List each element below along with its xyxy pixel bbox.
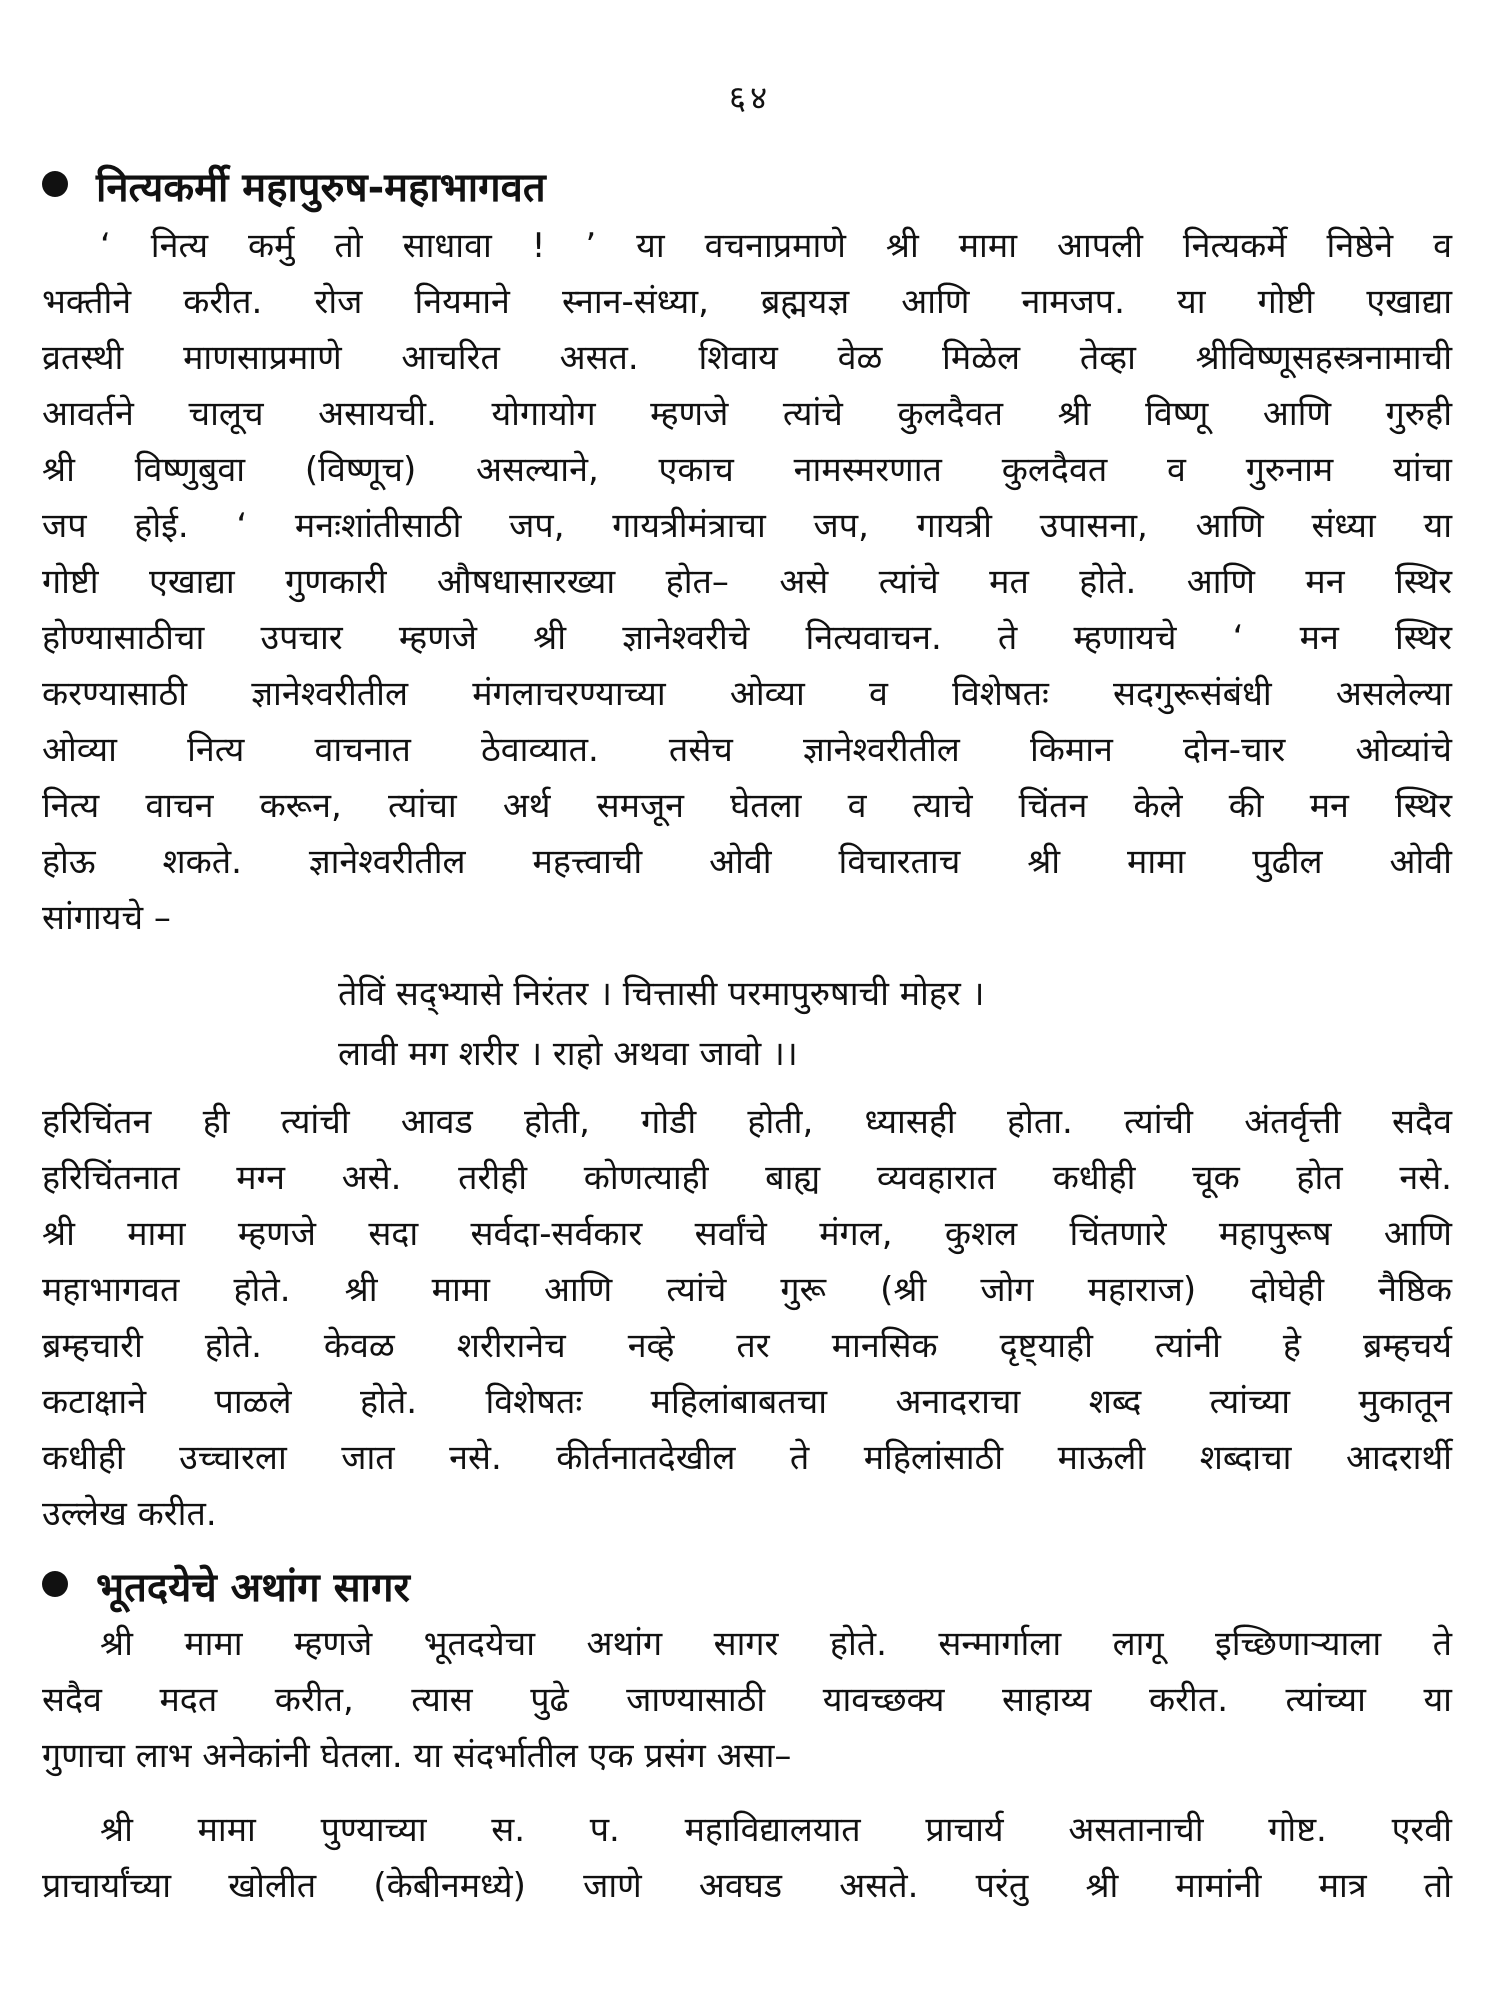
paragraph-line: हरिचिंतन ही त्यांची आवड होती, गोडी होती, ध्यासही होता. त्यांची अंतर्वृत्ती सदैव	[42, 1102, 1452, 1142]
paragraph-line: कटाक्षाने पाळले होते. विशेषतः महिलांबाबतचा अनादराचा शब्द त्यांच्या मुकातून	[42, 1382, 1452, 1422]
section-heading-2	[42, 1560, 410, 1616]
paragraph-line: ओव्या नित्य वाचनात ठेवाव्यात. तसेच ज्ञानेश्वरीतील किमान दोन-चार ओव्यांचे	[42, 730, 1452, 770]
verse-line: तेविं सद्भ्यासे निरंतर । चित्तासी परमापुरुषाची मोहर ।	[338, 974, 985, 1014]
section-heading-text: भूतदयेचे अथांग सागर	[96, 1565, 410, 1611]
section-heading-1	[42, 160, 546, 216]
paragraph-line: आवर्तने चालूच असायची. योगायोग म्हणजे त्यांचे कुलदैवत श्री विष्णू आणि गुरुही	[42, 394, 1452, 434]
paragraph-line: प्राचार्यांच्या खोलीत (केबीनमध्ये) जाणे अवघड असते. परंतु श्री मामांनी मात्र तो	[42, 1866, 1452, 1906]
paragraph-line: महाभागवत होते. श्री मामा आणि त्यांचे गुरू (श्री जोग महाराज) दोघेही नैष्ठिक	[42, 1270, 1452, 1310]
paragraph-line: श्री मामा म्हणजे भूतदयेचा अथांग सागर होते. सन्मार्गाला लागू इच्छिणाऱ्याला ते	[100, 1624, 1452, 1664]
paragraph-line: गुणाचा लाभ अनेकांनी घेतला. या संदर्भातील एक प्रसंग असा–	[42, 1736, 792, 1776]
page-number: ६४	[728, 78, 772, 117]
paragraph-line: भक्तीने करीत. रोज नियमाने स्नान-संध्या, ब्रह्मयज्ञ आणि नामजप. या गोष्टी एखाद्या	[42, 282, 1452, 322]
paragraph-line: करण्यासाठी ज्ञानेश्वरीतील मंगलाचरण्याच्या ओव्या व विशेषतः सदगुरूसंबंधी असलेल्या	[42, 674, 1452, 714]
verse-line: लावी मग शरीर । राहो अथवा जावो ।।	[338, 1034, 798, 1074]
paragraph-line: होऊ शकते. ज्ञानेश्वरीतील महत्त्वाची ओवी विचारताच श्री मामा पुढील ओवी	[42, 842, 1452, 882]
paragraph-line: श्री मामा पुण्याच्या स. प. महाविद्यालयात प्राचार्य असतानाची गोष्ट. एरवी	[100, 1810, 1452, 1850]
paragraph-line: हरिचिंतनात मग्न असे. तरीही कोणत्याही बाह्य व्यवहारात कधीही चूक होत नसे.	[42, 1158, 1452, 1198]
paragraph-line: व्रतस्थी माणसाप्रमाणे आचरित असत. शिवाय वेळ मिळेल तेव्हा श्रीविष्णूसहस्त्रनामाची	[42, 338, 1452, 378]
paragraph-line: ब्रम्हचारी होते. केवळ शरीरानेच नव्हे तर मानसिक दृष्ट्याही त्यांनी हे ब्रम्हचर्य	[42, 1326, 1452, 1366]
paragraph-line: श्री विष्णुबुवा (विष्णूच) असल्याने, एकाच नामस्मरणात कुलदैवत व गुरुनाम यांचा	[42, 450, 1452, 490]
paragraph-line: सदैव मदत करीत, त्यास पुढे जाण्यासाठी यावच्छक्य साहाय्य करीत. त्यांच्या या	[42, 1680, 1452, 1720]
section-heading-text: नित्यकर्मी महापुरुष-महाभागवत	[96, 165, 546, 211]
paragraph-line: नित्य वाचन करून, त्यांचा अर्थ समजून घेतला व त्याचे चिंतन केले की मन स्थिर	[42, 786, 1452, 826]
paragraph-line: ‘ नित्य कर्मु तो साधावा ! ’ या वचनाप्रमाणे श्री मामा आपली नित्यकर्मे निष्ठेने व	[100, 226, 1452, 266]
paragraph-line: गोष्टी एखाद्या गुणकारी औषधासारख्या होत– असे त्यांचे मत होते. आणि मन स्थिर	[42, 562, 1452, 602]
paragraph-line: कधीही उच्चारला जात नसे. कीर्तनातदेखील ते महिलांसाठी माऊली शब्दाचा आदरार्थी	[42, 1438, 1452, 1478]
paragraph-line: उल्लेख करीत.	[42, 1494, 217, 1534]
paragraph-line: सांगायचे –	[42, 898, 171, 938]
bullet-icon	[42, 171, 68, 197]
bullet-icon	[42, 1571, 68, 1597]
paragraph-line: होण्यासाठीचा उपचार म्हणजे श्री ज्ञानेश्वरीचे नित्यवाचन. ते म्हणायचे ‘ मन स्थिर	[42, 618, 1452, 658]
paragraph-line: श्री मामा म्हणजे सदा सर्वदा-सर्वकार सर्वांचे मंगल, कुशल चिंतणारे महापुरूष आणि	[42, 1214, 1452, 1254]
paragraph-line: जप होई. ‘ मनःशांतीसाठी जप, गायत्रीमंत्राचा जप, गायत्री उपासना, आणि संध्या या	[42, 506, 1452, 546]
